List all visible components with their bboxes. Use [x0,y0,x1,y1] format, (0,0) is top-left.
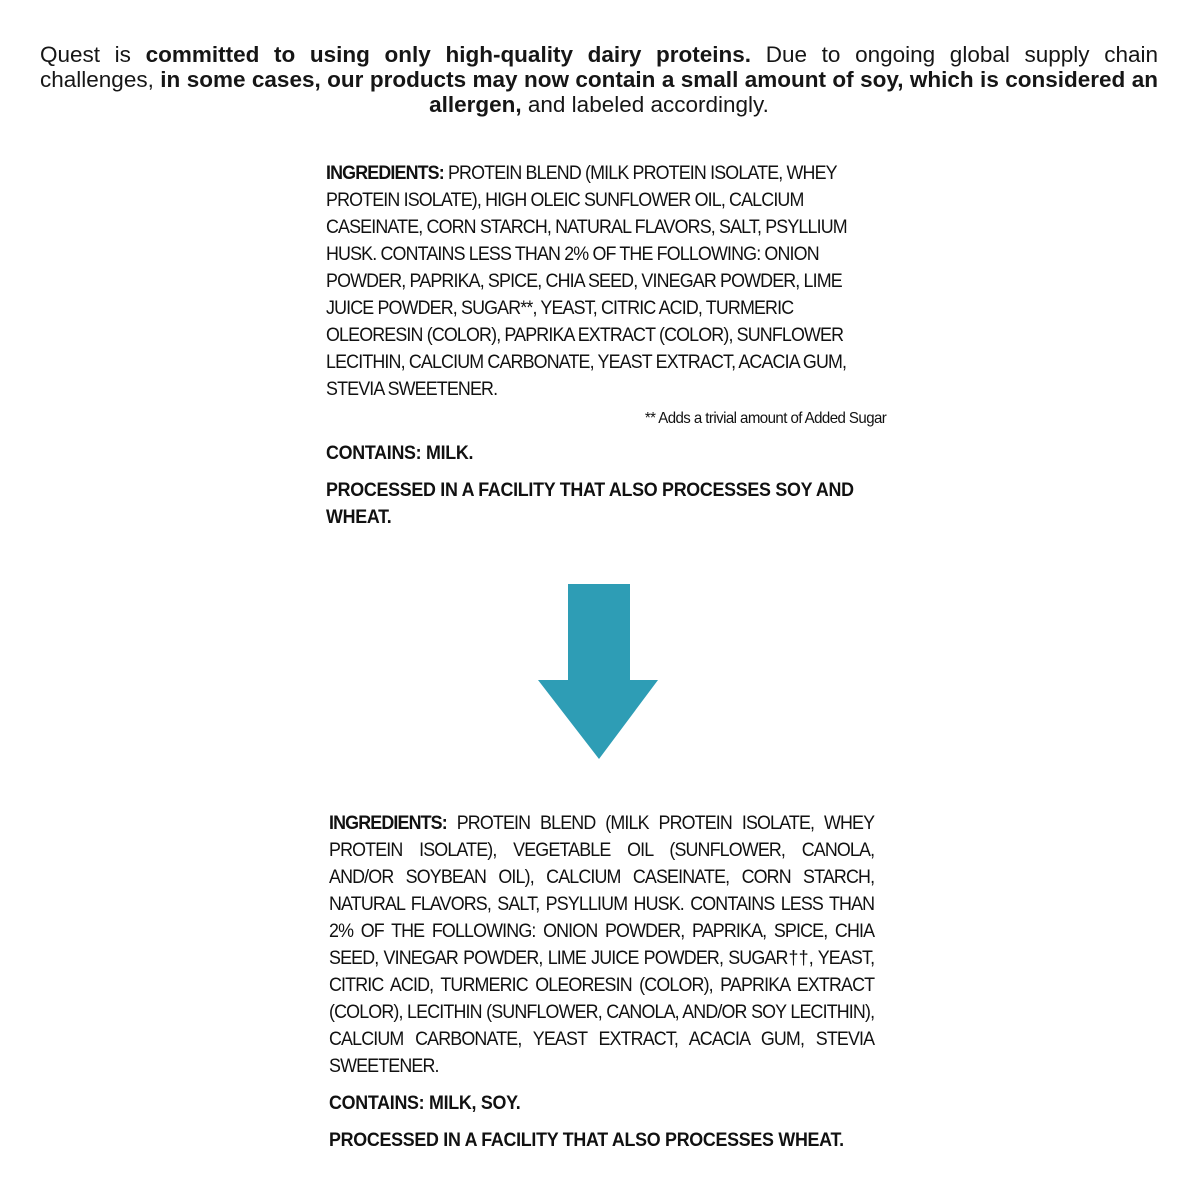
arrow-shape [538,584,658,759]
old-ingredients-list: PROTEIN BLEND (MILK PROTEIN ISOLATE, WHEY PROTEIN ISOLATE), HIGH OLEIC SUNFLOWER OIL, CALCIUM CASEINATE, CORN STARCH, NATURAL FLAVORS, SALT, PSYLLIUM HUSK. CONTAINS LESS THAN 2% OF THE FOLLOWING: ONION POWDER, PAPRIKA, SPICE, CHIA SEED, VINEGAR POWDER, LIME JUICE POWDER, SUGAR**, YEAST, CITRIC ACID, TURMERIC OLEORESIN (COLOR), PAPRIKA EXTRACT (COLOR), SUNFLOWER LECITHIN, CALCIUM CARBONATE, YEAST EXTRACT, ACACIA GUM, STEVIA SWEETENER. [326,163,847,400]
old-contains-statement: CONTAINS: MILK. [326,443,474,464]
old-sugar-footnote: ** Adds a trivial amount of Added Sugar [644,410,887,427]
notice-text-2: Due to ongoing global supply chain challenges, [40,42,1158,92]
new-ingredients-heading: INGREDIENTS: [329,813,447,834]
new-ingredients-label [329,810,874,1154]
new-facility-statement: PROCESSED IN A FACILITY THAT ALSO PROCESSES WHEAT. [329,1130,844,1151]
notice-text-3: and labeled accordingly. [521,92,769,117]
old-ingredients-label [326,160,886,531]
notice-emphasis-1: committed to using only high-quality dairy proteins. [145,42,752,67]
old-ingredients-heading: INGREDIENTS: [326,163,444,184]
new-contains-statement: CONTAINS: MILK, SOY. [329,1093,521,1114]
old-facility-statement: PROCESSED IN A FACILITY THAT ALSO PROCESSES SOY AND WHEAT. [326,480,854,528]
notice-emphasis-2: in some cases, our products may now contain a small amount of soy, which is considered an allergen, [160,67,1158,117]
arrow-down-icon [538,584,658,759]
allergen-notice [40,42,1158,117]
old-ingredients-text [326,160,886,403]
new-ingredients-text [329,810,874,1080]
notice-text-1: Quest is [40,42,146,67]
new-ingredients-list: PROTEIN BLEND (MILK PROTEIN ISOLATE, WHEY PROTEIN ISOLATE), VEGETABLE OIL (SUNFLOWER, CANOLA, AND/OR SOYBEAN OIL), CALCIUM CASEINATE, CORN STARCH, NATURAL FLAVORS, SALT, PSYLLIUM HUSK. CONTAINS LESS THAN 2% OF THE FOLLOWING: ONION POWDER, PAPRIKA, SPICE, CHIA SEED, VINEGAR POWDER, LIME JUICE POWDER, SUGAR††, YEAST, CITRIC ACID, TURMERIC OLEORESIN (COLOR), PAPRIKA EXTRACT (COLOR), LECITHIN (SUNFLOWER, CANOLA, AND/OR SOY LECITHIN), CALCIUM CARBONATE, YEAST EXTRACT, ACACIA GUM, STEVIA SWEETENER. [329,813,875,1077]
